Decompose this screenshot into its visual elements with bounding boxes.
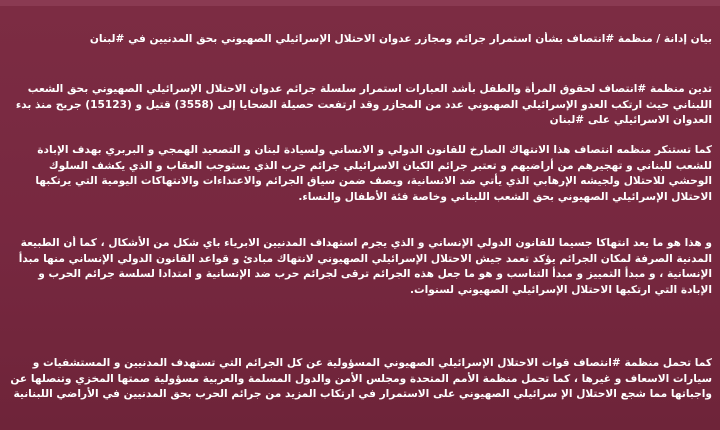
paragraph-international-law: و هذا هو ما يعد انتهاكا جسيما للقانون الدولي الإنساني و الذي يجرم استهداف المدنيين الابرياء باي شكل من الأشكال ، كما أن الطبيعة المدنية الصرفة لمكان الجرائم يؤكد تعمد جيش الاحتلال الإسرائيلي الصهيوني لانتهاك مبادئ و قواعد القانون الدولي الإنساني منها مبدأ الإنسانية ، و مبدأ التمييز و مبدأ التناسب و هو ما جعل هذه الجرائم ترقى لجرائم حرب ضد الإنسانية و امتدادا لسلسة جرائم الحرب و الإبادة التي ارتكبها الاحتلال الإسرائيلي الصهيوني لسنوات. [18, 237, 712, 296]
paragraph-denunciation: كما تستنكر منظمه انتصاف هذا الانتهاك الصارخ للقانون الدولي و الانساني ولسيادة لبنان و التصعيد الهمجي و البربري بهدف الإبادة للشعب للبناني و تهجيرهم من أراضيهم و تعتبر جرائم الكيان الاسرائيلي جرائم حرب الذي يستوجب العقاب و الذي يكشف السلوك الوحشي للاحتلال ولجيشه الإرهابي الذي يأتي ضد الانسانية، ويصف ضمن سياق الجرائم والاعتداءات والانتهاكات اليومية التي يرتكبها الاحتلال الإسرائيلي الصهيوني بحق الشعب اللبناني وخاصة فئة الأطفال والنساء. [35, 144, 712, 203]
statement-title: بيان إدانة / منظمة #انتصاف بشأن استمرار جرائم ومجازر عدوان الاحتلال الإسرائيلي الصهيوني بحق المدنيين في #لبنان [89, 33, 712, 45]
paragraph-condemnation: تدين منظمة #انتصاف لحقوق المرأة والطفل بأشد العبارات استمرار سلسلة جرائم عدوان الاحتلال الإسرائيلي الصهيوني بحق الشعب اللبناني حيث ارتكب العدو الإسرائيلي الصهيوني عدد من المجازر وقد ارتفعت حصيلة الضحايا إلى (3558) قتيل و (15123) جريح منذ بدء العدوان الاسرائيلي على #لبنان [15, 83, 712, 126]
paragraph-responsibility: كما تحمل منظمة #انتصاف قوات الاحتلال الإسرائيلي الصهيوني المسؤولية عن كل الجرائم التي تستهدف المدنيين و المستشفيات و سيارات الاسعاف و غيرها ، كما تحمل منظمة الأمم المتحدة ومجلس الأمن والدول المسلمة والعربية مسؤولية صمتها المخزي وتنصلها عن واجباتها مما شجع الاحتلال الإ سرائيلي الصهيوني على الاستمرار في ارتكاب المزيد من جرائم الحرب بحق المدنيين في الأراضي اللبنانية [10, 357, 712, 400]
statement-document [8, 0, 712, 430]
